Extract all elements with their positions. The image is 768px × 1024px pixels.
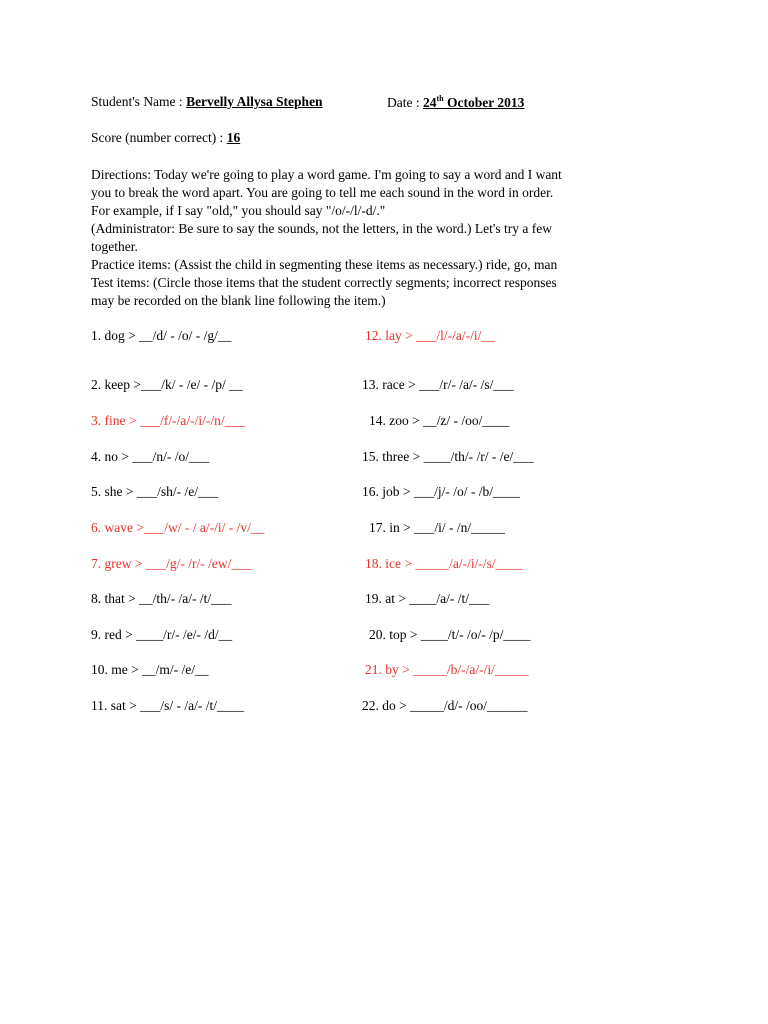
- score-row: [91, 130, 240, 146]
- test-item: 13. race > ___/r/- /a/- /s/___: [362, 377, 514, 392]
- test-item: 7. grew > ___/g/- /r/- /ew/___: [91, 556, 252, 571]
- student-name-value: Bervelly Allysa Stephen: [186, 94, 323, 109]
- date-label: Date :: [387, 95, 423, 110]
- test-item: 2. keep >___/k/ - /e/ - /p/ __: [91, 377, 243, 392]
- test-item: 1. dog > __/d/ - /o/ - /g/__: [91, 328, 232, 343]
- test-item: 12. lay > ___/l/-/a/-/i/__: [365, 328, 495, 343]
- test-item: 8. that > __/th/- /a/- /t/___: [91, 591, 232, 606]
- student-name-row: [91, 94, 323, 110]
- directions-line: Test items: (Circle those items that the student correctly segments; incorrect responses: [91, 275, 557, 290]
- directions-block: [91, 166, 631, 310]
- test-item: 18. ice > _____/a/-/i/-/s/____: [365, 556, 523, 571]
- test-item: 17. in > ___/i/ - /n/_____: [369, 520, 505, 535]
- test-item: 11. sat > ___/s/ - /a/- /t/____: [91, 698, 244, 713]
- directions-line: (Administrator: Be sure to say the sounds, not the letters, in the word.) Let's try a few: [91, 221, 552, 236]
- directions-line: you to break the word apart. You are going to tell me each sound in the word in order.: [91, 185, 554, 200]
- test-item: 6. wave >___/w/ - / a/-/i/ - /v/__: [91, 520, 265, 535]
- date-rest: October 2013: [443, 95, 525, 110]
- directions-line: For example, if I say "old," you should say "/o/-/l/-d/.": [91, 203, 386, 218]
- test-item: 22. do > _____/d/- /oo/______: [362, 698, 528, 713]
- test-item: 20. top > ____/t/- /o/- /p/____: [369, 627, 531, 642]
- test-item: 21. by > _____/b/-/a/-/i/_____: [365, 662, 529, 677]
- test-item: 3. fine > ___/f/-/a/-/i/-/n/___: [91, 413, 245, 428]
- score-label: Score (number correct) :: [91, 130, 227, 145]
- directions-line: may be recorded on the blank line following the item.): [91, 293, 386, 308]
- date-row: [387, 94, 524, 111]
- test-item: 5. she > ___/sh/- /e/___: [91, 484, 219, 499]
- directions-line: Directions: Today we're going to play a word game. I'm going to say a word and I want: [91, 167, 562, 182]
- date-suffix: th: [436, 94, 444, 103]
- test-item: 4. no > ___/n/- /o/___: [91, 449, 210, 464]
- date-value: [423, 95, 524, 110]
- test-item: 19. at > ____/a/- /t/___: [365, 591, 490, 606]
- directions-line: together.: [91, 239, 138, 254]
- test-item: 15. three > ____/th/- /r/ - /e/___: [362, 449, 534, 464]
- score-value: 16: [226, 130, 241, 145]
- test-item: 9. red > ____/r/- /e/- /d/__: [91, 627, 233, 642]
- student-name-label: Student's Name :: [91, 94, 187, 109]
- directions-line: Practice items: (Assist the child in segmenting these items as necessary.) ride, go, man: [91, 257, 558, 272]
- date-day: 24: [423, 95, 437, 110]
- test-item: 16. job > ___/j/- /o/ - /b/____: [362, 484, 520, 499]
- test-item: 10. me > __/m/- /e/__: [91, 662, 209, 677]
- test-item: 14. zoo > __/z/ - /oo/____: [369, 413, 510, 428]
